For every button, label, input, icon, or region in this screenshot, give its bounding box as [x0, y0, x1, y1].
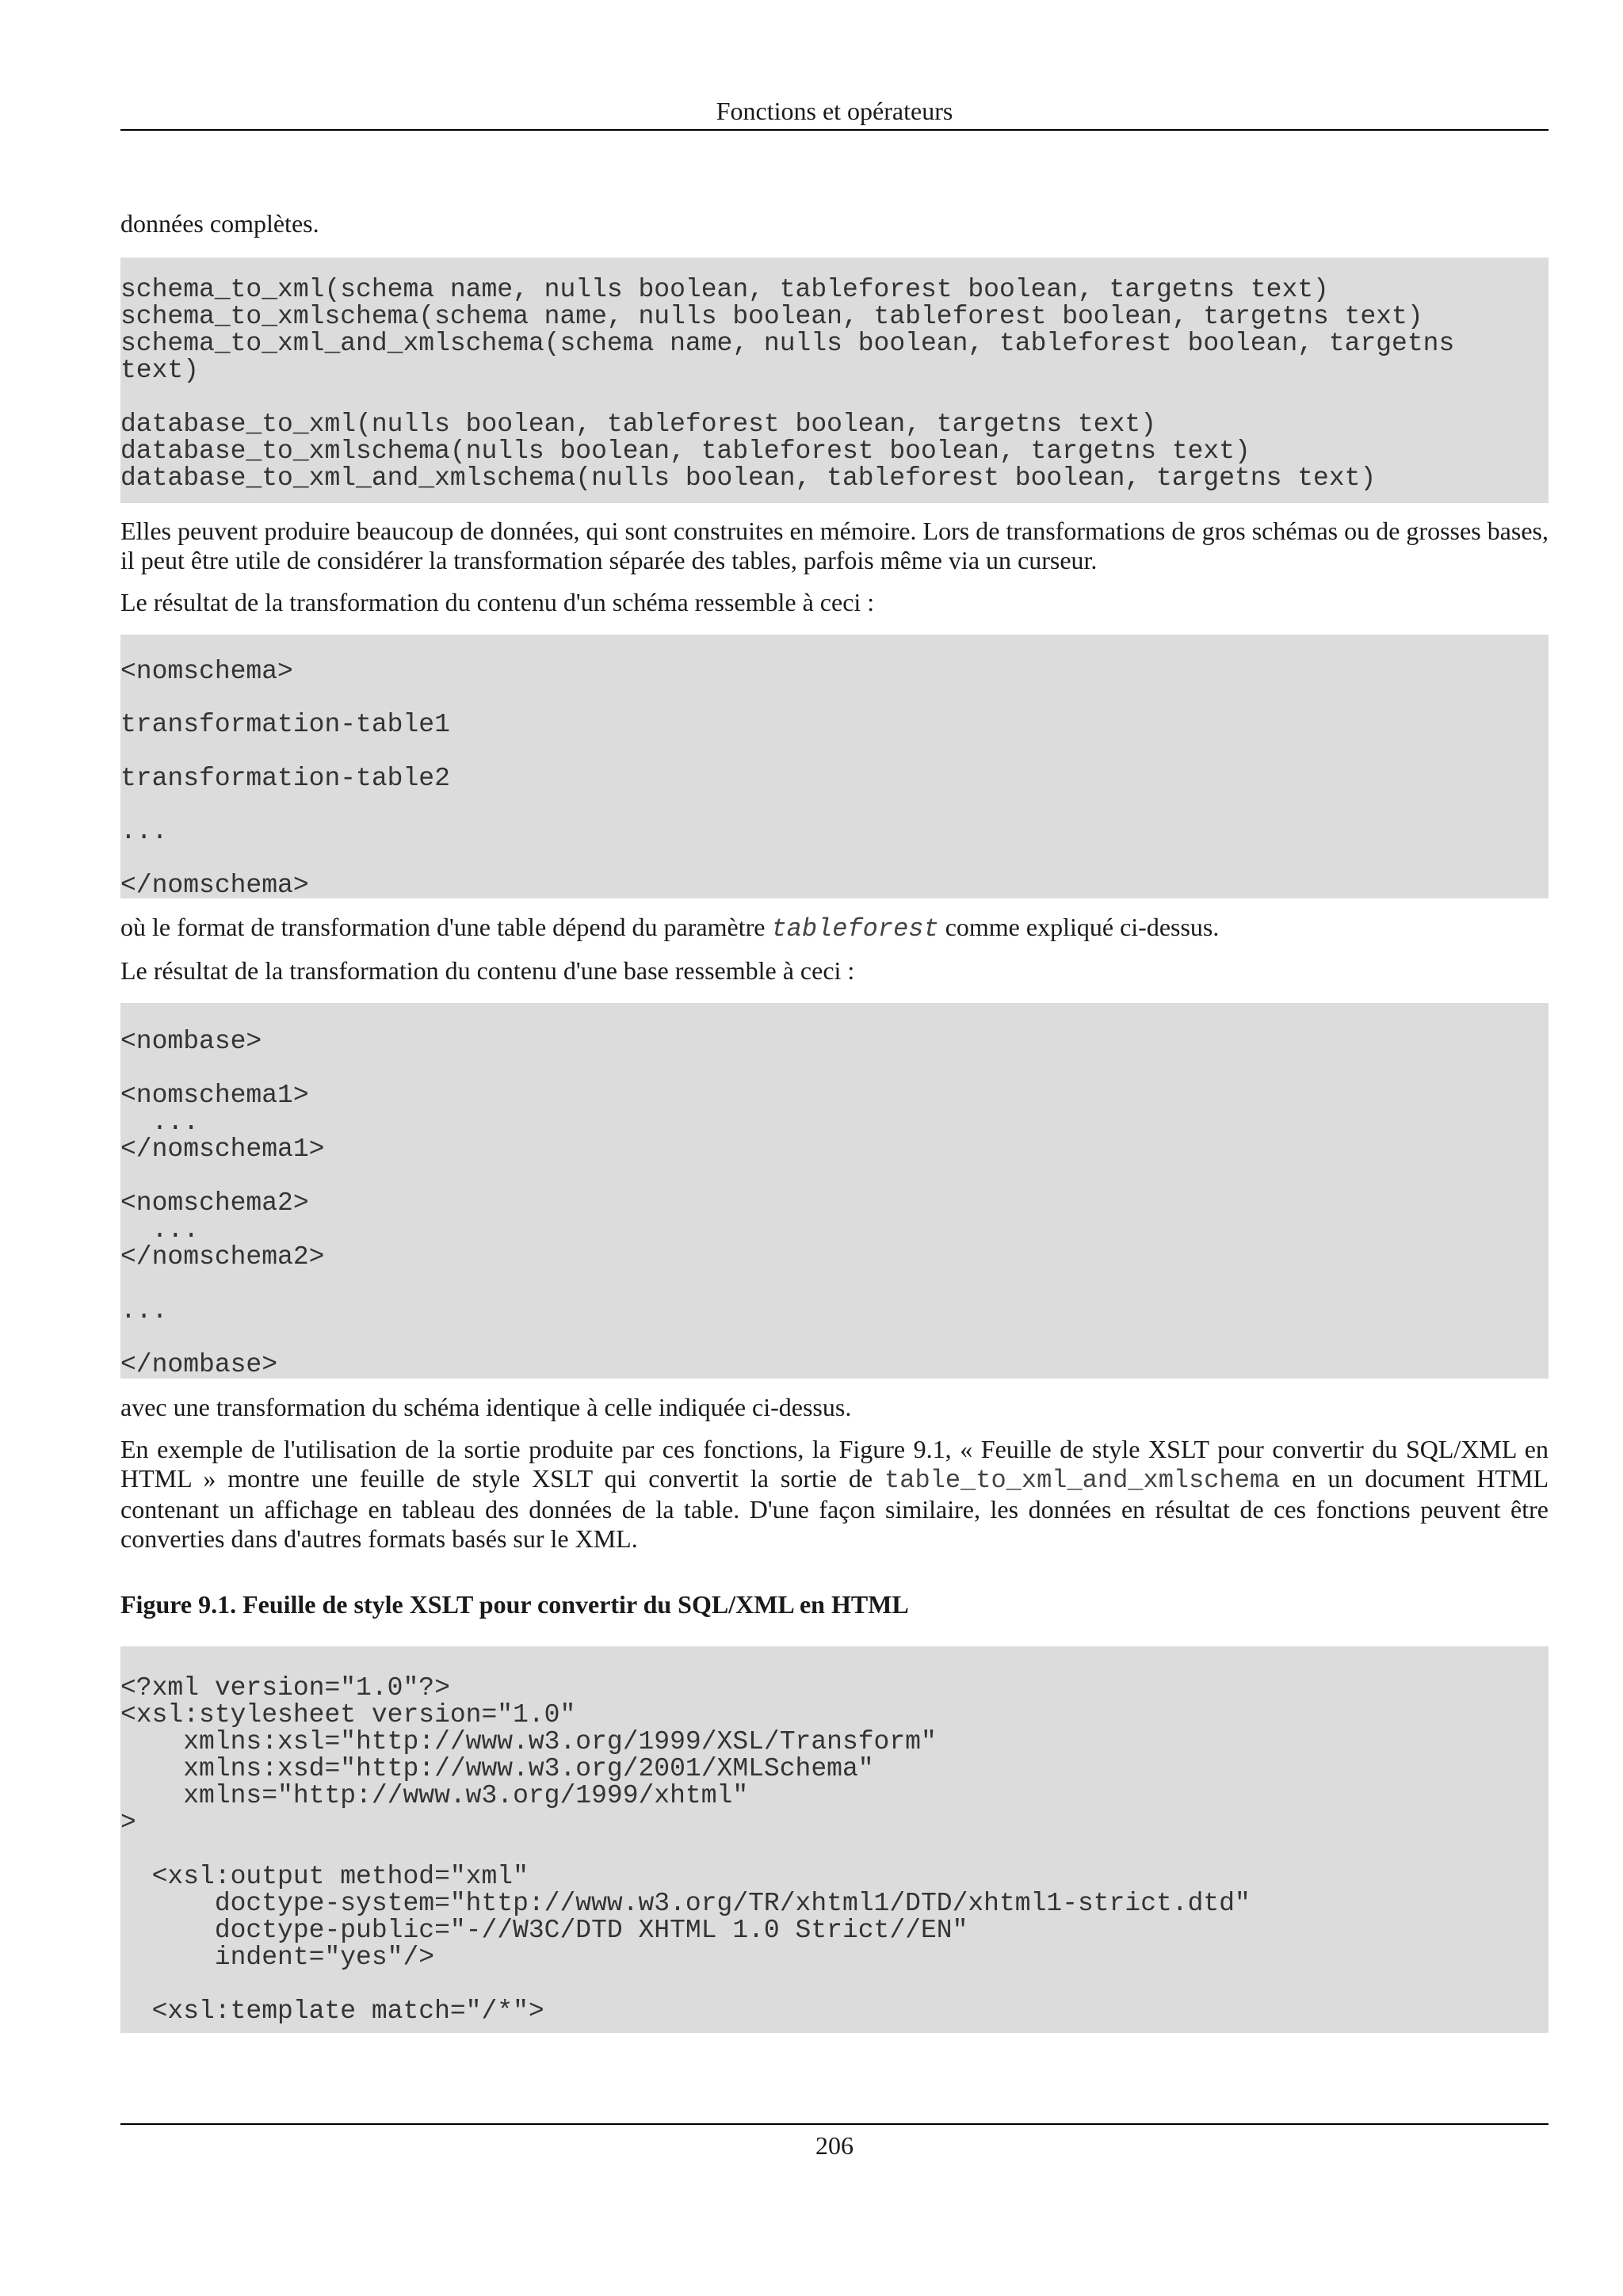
page-header: Fonctions et opérateurs	[716, 97, 953, 125]
page-content	[120, 209, 1549, 2033]
paragraph-intro: données complètes.	[120, 209, 319, 238]
example-text-after: en un document HTML contenant un affichage en tableau des données de la table. D'une façon similaire, les données en résultat de ces fonctions peuvent être converties dans d'autres formats basés sur le XML.	[120, 1464, 1549, 1554]
example-text-before: En exemple de l'utilisation de la sortie produite par ces fonctions, la Figure 9.1, « Feuille de style XSLT pour convertir du SQL/XML en HTML » montre une feuille de style XSLT qui convertit la sortie de	[120, 1435, 1549, 1493]
tableforest-param: tableforest	[771, 914, 939, 944]
code-block-database-example: <nombase> <nomschema1> ... </nomschema1> <nomschema2> ... </nomschema2> ... </nombase>	[120, 1003, 1549, 1379]
tableforest-text-before: où le format de transformation d'une table dépend du paramètre	[120, 913, 772, 942]
code-block-xslt: <?xml version="1.0"?> <xsl:stylesheet version="1.0" xmlns:xsl="http://www.w3.org/1999/XSL/Transform" xmlns:xsd="http://www.w3.org/2001/XMLSchema" xmlns="http://www.w3.org/1999/xhtml" > <xsl:output method="xml" doctype-system="http://www.w3.org/TR/xhtml1/DTD/xhtml1-strict.dtd" doctype-public="-//W3C/DTD XHTML 1.0 Strict//EN" indent="yes"/> <xsl:template match="/*">	[120, 1646, 1549, 2033]
paragraph-identical: avec une transformation du schéma identique à celle indiquée ci-dessus.	[120, 1393, 852, 1422]
header-rule	[120, 129, 1549, 131]
tableforest-text-after: comme expliqué ci-dessus.	[938, 913, 1220, 942]
paragraph-example	[120, 1435, 1549, 1554]
paragraph-schema-result: Le résultat de la transformation du contenu d'un schéma ressemble à ceci :	[120, 588, 875, 616]
paragraph-tableforest	[120, 913, 1549, 944]
figure-title: Figure 9.1. Feuille de style XSLT pour convertir du SQL/XML en HTML	[120, 1590, 909, 1619]
paragraph-memory: Elles peuvent produire beaucoup de données, qui sont construites en mémoire. Lors de transformations de gros schémas ou de grosses bases, il peut être utile de considérer la transformation séparée des tables, parfois même via un curseur.	[120, 517, 1549, 574]
inline-code-function: table_to_xml_and_xmlschema	[884, 1466, 1281, 1496]
page-number: 206	[815, 2131, 854, 2160]
code-block-schema-example: <nomschema> transformation-table1 transformation-table2 ... </nomschema>	[120, 635, 1549, 898]
code-block-signatures: schema_to_xml(schema name, nulls boolean, tableforest boolean, targetns text) schema_to_xmlschema(schema name, nulls boolean, tableforest boolean, targetns text) schema_to_xml_and_xmlschema(schema name, nulls boolean, tableforest boolean, targetns text) database_to_xml(nulls boolean, tableforest boolean, targetns text) database_to_xmlschema(nulls boolean, tableforest boolean, targetns text) database_to_xml_and_xmlschema(nulls boolean, tableforest boolean, targetns text)	[120, 257, 1549, 503]
footer-rule	[120, 2123, 1549, 2125]
paragraph-database-result: Le résultat de la transformation du contenu d'une base ressemble à ceci :	[120, 956, 855, 986]
